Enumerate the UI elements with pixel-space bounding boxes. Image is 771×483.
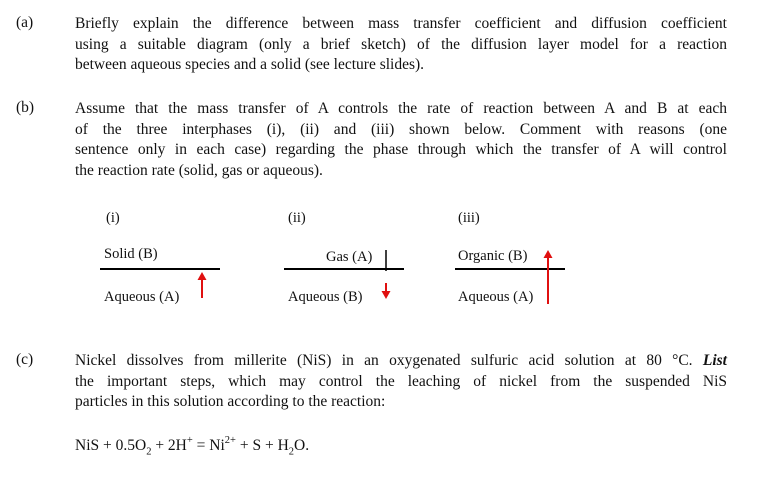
case-iii-bottom-phase: Aqueous (A) <box>458 289 534 305</box>
case-i-up-arrow-icon <box>196 271 208 299</box>
eq-part: O. <box>294 437 310 455</box>
reaction-equation <box>75 436 309 457</box>
part-a-line: using a suitable diagram (only a brief sketch) of the diffusion layer model for a reaction <box>75 35 727 53</box>
part-c-line: the important steps, which may control the leaching of nickel from the suspended NiS <box>75 372 727 390</box>
part-c-line <box>75 351 727 372</box>
part-c-emphasis: List <box>702 352 727 369</box>
part-b-text <box>75 99 727 182</box>
part-a-text <box>75 14 727 76</box>
case-ii-top-phase: Gas (A) <box>326 249 373 265</box>
eq-part: = Ni <box>192 437 225 455</box>
part-a-line: Briefly explain the difference between mass transfer coefficient and diffusion coefficient <box>75 15 727 32</box>
eq-subscript: 2 <box>146 446 152 458</box>
case-i-top-phase: Solid (B) <box>104 246 158 262</box>
part-c-text <box>75 351 727 413</box>
part-b-line: the reaction rate (solid, gas or aqueous). <box>75 162 323 180</box>
case-i-bottom-phase: Aqueous (A) <box>104 289 180 305</box>
case-i-numeral: (i) <box>106 210 120 226</box>
part-b-line: sentence only in each case) regarding the phase through which the transfer of A will control <box>75 141 727 159</box>
eq-part: + 2H <box>151 437 187 455</box>
case-iii-up-arrow-icon <box>542 249 554 305</box>
part-c-line: particles in this solution according to the reaction: <box>75 393 386 411</box>
part-b-line: Assume that the mass transfer of A controls the rate of reaction between A and B at each <box>75 100 727 117</box>
eq-part: + S + H <box>235 437 289 455</box>
eq-subscript: 2 <box>288 446 295 458</box>
case-iii-top-phase: Organic (B) <box>458 248 528 264</box>
part-b-label: (b) <box>16 99 35 116</box>
eq-superscript: 2+ <box>224 435 236 446</box>
part-a-label: (a) <box>16 14 34 31</box>
case-i-interface-line <box>100 268 220 270</box>
eq-part: NiS + 0.5O <box>75 437 147 455</box>
case-ii-bottom-phase: Aqueous (B) <box>288 289 363 305</box>
part-b-line: of the three interphases (i), (ii) and (iii) shown below. Comment with reasons (one <box>75 120 727 138</box>
case-ii-down-arrow-icon <box>380 283 392 301</box>
eq-superscript: + <box>186 435 193 446</box>
case-ii-numeral: (ii) <box>288 210 306 226</box>
part-c-line-start: Nickel dissolves from millerite (NiS) in an oxygenated sulfuric acid solution at 80 °C. <box>75 352 693 369</box>
part-c-label: (c) <box>16 351 34 368</box>
part-a-line: between aqueous species and a solid (see lecture slides). <box>75 56 425 74</box>
case-iii-numeral: (iii) <box>458 210 480 226</box>
case-ii-black-tick-icon <box>380 250 392 272</box>
